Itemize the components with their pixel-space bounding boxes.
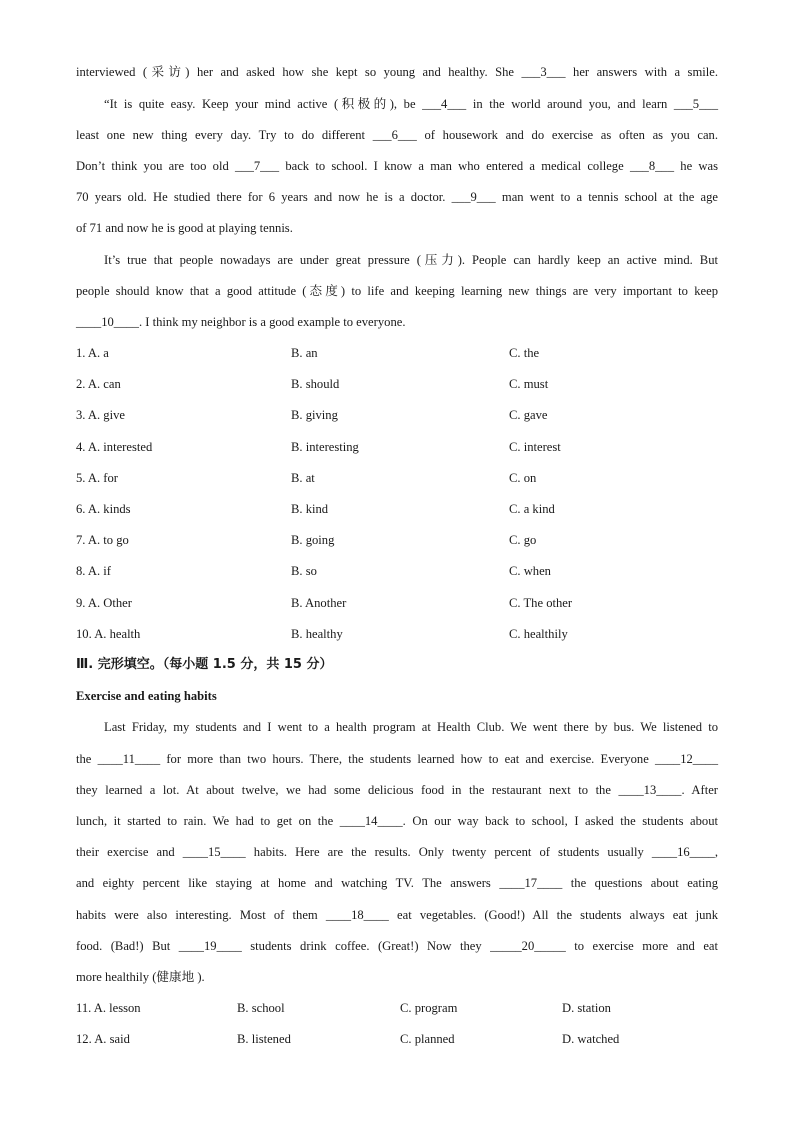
passage2-line: food. (Bad!) But ____19____ students drink coffee. (Great!) Now they _____20_____ to exercise more and eat <box>76 939 718 953</box>
passage1-line: It’s true that people nowadays are under great pressure (压力). People can hardly keep an active mind. But <box>104 253 718 267</box>
passage1-line: people should know that a good attitude (态度) to life and keeping learning new things are very important to keep <box>76 284 718 298</box>
option-b: B. healthy <box>291 627 343 641</box>
option-a: 8. A. if <box>76 564 111 578</box>
passage2-line: more healthily (健康地 ). <box>76 970 205 984</box>
option-a: 10. A. health <box>76 627 141 641</box>
option-d: D. station <box>562 1001 611 1015</box>
passage1-line: of 71 and now he is good at playing tennis. <box>76 221 293 235</box>
option-b: B. kind <box>291 502 329 516</box>
option-c: C. gave <box>509 408 548 422</box>
option-c: C. on <box>509 471 537 485</box>
section-heading: Ⅲ. 完形填空。（每小题 1.5 分，共 15 分） <box>76 657 333 672</box>
passage2-line: lunch, it started to rain. We had to get on the ____14____. On our way back to school, I asked the students about <box>76 814 718 828</box>
option-d: D. watched <box>562 1032 620 1046</box>
option-c: C. go <box>509 533 537 547</box>
passage1-line: “It is quite easy. Keep your mind active (积极的), be ___4___ in the world around you, and learn ___5___ <box>104 97 718 111</box>
option-a: 3. A. give <box>76 408 125 422</box>
option-b: B. should <box>291 377 340 391</box>
option-a: 6. A. kinds <box>76 502 131 516</box>
option-a: 11. A. lesson <box>76 1001 141 1015</box>
passage1-line: 70 years old. He studied there for 6 years and now he is a doctor. ___9___ man went to a tennis school at the age <box>76 190 718 204</box>
option-c: C. healthily <box>509 627 568 641</box>
option-c: C. program <box>400 1001 458 1015</box>
passage1-line: least one new thing every day. Try to do different ___6___ of housework and do exercise as often as you can. <box>76 128 718 142</box>
passage2-line: they learned a lot. At about twelve, we had some delicious food in the restaurant next to the ____13____. After <box>76 783 718 797</box>
option-b: B. going <box>291 533 335 547</box>
option-b: B. school <box>237 1001 285 1015</box>
option-b: B. giving <box>291 408 338 422</box>
option-b: B. so <box>291 564 317 578</box>
option-b: B. at <box>291 471 315 485</box>
option-b: B. listened <box>237 1032 291 1046</box>
option-c: C. when <box>509 564 551 578</box>
passage1-line: Don’t think you are too old ___7___ back to school. I know a man who entered a medical college ___8___ he was <box>76 159 718 173</box>
option-c: C. The other <box>509 596 573 610</box>
passage2-line: habits were also interesting. Most of them ____18____ eat vegetables. (Good!) All the students always eat junk <box>76 908 718 922</box>
passage2-line: their exercise and ____15____ habits. Here are the results. Only twenty percent of students usually ____16____, <box>76 845 718 859</box>
passage2-line: Last Friday, my students and I went to a health program at Health Club. We went there by bus. We listened to <box>104 720 718 734</box>
option-a: 9. A. Other <box>76 596 132 610</box>
option-c: C. interest <box>509 440 561 454</box>
option-b: B. an <box>291 346 318 360</box>
option-a: 12. A. said <box>76 1032 130 1046</box>
option-a: 4. A. interested <box>76 440 153 454</box>
passage2-line: the ____11____ for more than two hours. There, the students learned how to eat and exercise. Everyone ____12____ <box>76 752 718 766</box>
option-c: C. the <box>509 346 540 360</box>
passage2-line: and eighty percent like staying at home and watching TV. The answers ____17____ the questions about eating <box>76 876 718 890</box>
option-c: C. a kind <box>509 502 555 516</box>
passage1-line: ____10____. I think my neighbor is a good example to everyone. <box>76 315 406 329</box>
option-c: C. planned <box>400 1032 455 1046</box>
option-a: 1. A. a <box>76 346 109 360</box>
option-a: 7. A. to go <box>76 533 129 547</box>
option-a: 2. A. can <box>76 377 121 391</box>
option-b: B. interesting <box>291 440 359 454</box>
passage1-line: interviewed (采访) her and asked how she kept so young and healthy. She ___3___ her answers with a smile. <box>76 65 718 79</box>
option-c: C. must <box>509 377 549 391</box>
passage-title: Exercise and eating habits <box>76 689 217 703</box>
option-b: B. Another <box>291 596 347 610</box>
option-a: 5. A. for <box>76 471 118 485</box>
